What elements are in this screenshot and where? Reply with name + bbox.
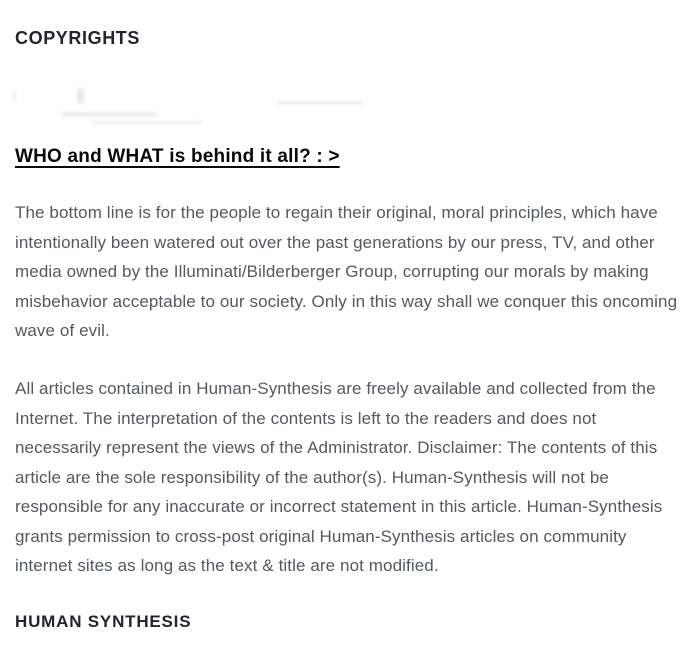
- paragraph-disclaimer: All articles contained in Human-Synthesis are freely available and collected from the Internet. The interpretation of the contents is left to the readers and does not necessarily represent the views of the Administrator. Disclaimer: The contents of this article are the sole responsibility of the author(s). Human-Synthesis will not be responsible for any inaccurate or incorrect statement in this article. Human-Synthesis grants permission to cross-post original Human-Synthesis articles on community internet sites as long as the text & title are not modified.: [15, 379, 663, 575]
- human-synthesis-heading: HUMAN SYNTHESIS: [15, 612, 192, 631]
- faded-artifact-smudge: [62, 112, 157, 117]
- faded-artifact-mark: [12, 90, 17, 102]
- paragraph-bottom-line: The bottom line is for the people to regain their original, moral principles, which have intentionally been watered out over the past generations by our press, TV, and other media owned by the Illuminati/Bilderberger Group, corrupting our morals by making misbehavior acceptable to our society. Only in this way shall we conquer this oncoming wave of evil.: [15, 203, 678, 340]
- faded-artifact-mark: [77, 88, 84, 104]
- faded-artifact: [0, 84, 700, 134]
- faded-artifact-smudge: [277, 101, 363, 105]
- who-what-link[interactable]: WHO and WHAT is behind it all? : >: [15, 146, 340, 167]
- copyrights-heading: COPYRIGHTS: [15, 28, 141, 48]
- faded-artifact-smudge: [92, 121, 202, 125]
